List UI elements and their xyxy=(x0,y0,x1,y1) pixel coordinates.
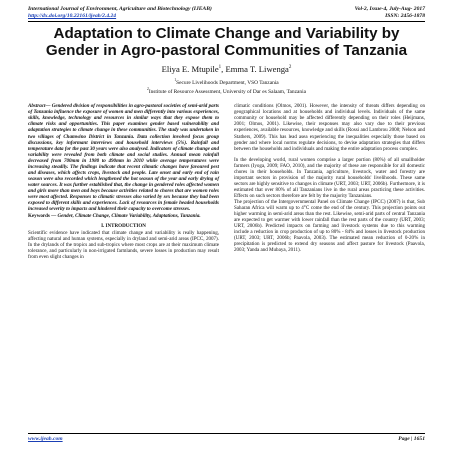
doi-link[interactable]: http://dx.doi.org/10.22161/ijeab/2.4.24 xyxy=(28,13,117,19)
right-column xyxy=(234,103,425,260)
journal-name: International Journal of Environment, Agriculture and Biotechnology (IJEAB) xyxy=(28,6,212,12)
journal-doi-row xyxy=(28,13,425,22)
affiliation xyxy=(28,77,425,86)
body-paragraph: The projection of the Intergovernmental Panel on Climate Change (IPCC) (2007) is that, Sub Saharan Africa will warm up to 4°C come the end of the century. This projection points out higher warming in semi-arid areas than the rest. Likewise, semi-arid parts of central Tanzania are expected to get warmer with lower rainfall than the rest parts of the country (URT, 2003; URT, 2006b). Predicted impacts on farming and livestock systems due to this warming include a reduction in crop production of up to 80% - 84% and losses in livestock production (URT, 2003; URT, 2006b; Paavola, 2003). The estimated mean reduction of 0-20% in precipitation is predicted to extend dry seasons and affect pasture for livestock (Paavola, 2003; Yanda and Mubaya, 2011). xyxy=(234,198,425,254)
footer-url-link[interactable]: www.ijeab.com xyxy=(28,436,63,442)
journal-issn: ISSN: 2456-1878 xyxy=(385,13,425,19)
affiliation xyxy=(28,86,425,95)
page-number: Page | 1651 xyxy=(398,436,425,442)
journal-volume: Vol-2, Issue-4, July-Aug- 2017 xyxy=(354,6,425,12)
author-affil-marker: 2 xyxy=(288,65,292,70)
abstract: Abstract— Gendered division of responsibilities in agro-pastoral societies of semi-arid parts of Tanzania influence the exposure of women and men differently into various experiences, skills, knowledge, technology and resources in similar ways that they expose them to climate risks and opportunities. This paper examines gender based vulnerability and adaptation strategies to climate change in these communities. The study was undertaken in two villages of Chamwino District in Tanzania. Data collection involved focus group discussions, key informant interviews and household interviews (5%). Rainfall and temperature data for the past 30 years were also analysed. Indicators of climate change and variability were revealed from both climate and social studies. Annual mean rainfall decreased from 700mm in 1980 to 490mm in 2010 while average temperatures were increasing steadily. The findings indicate that recent climatic changes have favoured pest and diseases, which affects crops, livestock and people. Late onset and early end of rain season were also recorded which lengthened the hot season of the year and early drying of water sources. It was further established that, the change in gendered roles affected women and girls more than men and boys because activities related to chores that are women roles were most affected. Responses to climatic stresses also varied by sex because they had been exposed to different skills and experiences. Lack of resources in female headed households increased severity to impacts and hindered their capacity to overcome stresses. xyxy=(28,103,219,213)
author-name: Emma T. Liwenga xyxy=(225,63,289,74)
keywords xyxy=(28,213,219,219)
author-separator: , xyxy=(221,63,226,74)
left-column xyxy=(28,103,219,260)
author-name: Eliya E. Mtupile xyxy=(161,63,219,74)
affil-text: Secure Livelihoods Department, VSO Tanzania xyxy=(176,79,279,86)
affil-marker: 2 xyxy=(147,87,149,92)
keywords-text: Gender, Climate Change, Climate Variability, Adaptations, Tanzania. xyxy=(57,213,201,220)
author-list xyxy=(28,63,425,74)
intro-paragraph: Scientific evidence have indicated that climate change and variability is really happening, affecting natural and human systems, especially in dryland and semi-arid areas (IPCC, 2007). In the drylands of the tropics and sub-tropics where most crops are at their maximum climate tolerance, and particularly in non-irrigated farmlands, severe losses in production may result from even slight changes in xyxy=(28,230,219,261)
journal-header-row xyxy=(28,0,425,13)
body-columns xyxy=(28,103,425,260)
section-heading: I. INTRODUCTION xyxy=(101,223,146,230)
paper-title: Adaptation to Climate Change and Variability by Gender in Agro-pastoral Communities of Tanzania xyxy=(45,25,408,59)
keywords-label: Keywords — xyxy=(28,213,57,220)
affil-marker: 1 xyxy=(174,77,177,82)
body-paragraph: In the developing world, rural women comprise a larger portion (80%) of all smallholder farmers (Iyoga, 2009; FAO, 2010), and the majority of these are responsible for all domestic chores in their households. In Tanzania, agriculture, livestock, water and forestry are important sectors in provision of the majority rural households' livelihoods. These same sectors are highly sensitive to changes in climate (URT, 2003; URT, 2006b). Furthermore, it is estimated that over 80% of all Tanzanians live in the rural areas practicing these activities. Effects on such sectors therefore are felt by the majority Tanzanians. xyxy=(234,156,425,199)
body-paragraph: climatic conditions (Olmos, 2001). However, the intensity of threats differs depending on geographical locations and at households and individual levels. Individuals of the same community or household may be affected differently depending on their roles (Heijmans, 2001; Olmos, 2001). Likewise, their responses may also vary due to their previous experiences, available resources, knowledge and skills (Rossi and Lambrou 2008; Nelson and Stathers, 2009). This has lead asea experiencing the inequalities especially those based on gender and where local norms regulate decisions, to devise adaptation strategies that differs between the households and individuals and making the entire adaptation process complex. xyxy=(234,103,425,152)
affil-text: Institute of Resource Assessment, University of Dar es Salaam, Tanzania xyxy=(148,88,306,95)
author-affil-marker: 1 xyxy=(218,65,222,70)
page-footer xyxy=(28,433,425,442)
